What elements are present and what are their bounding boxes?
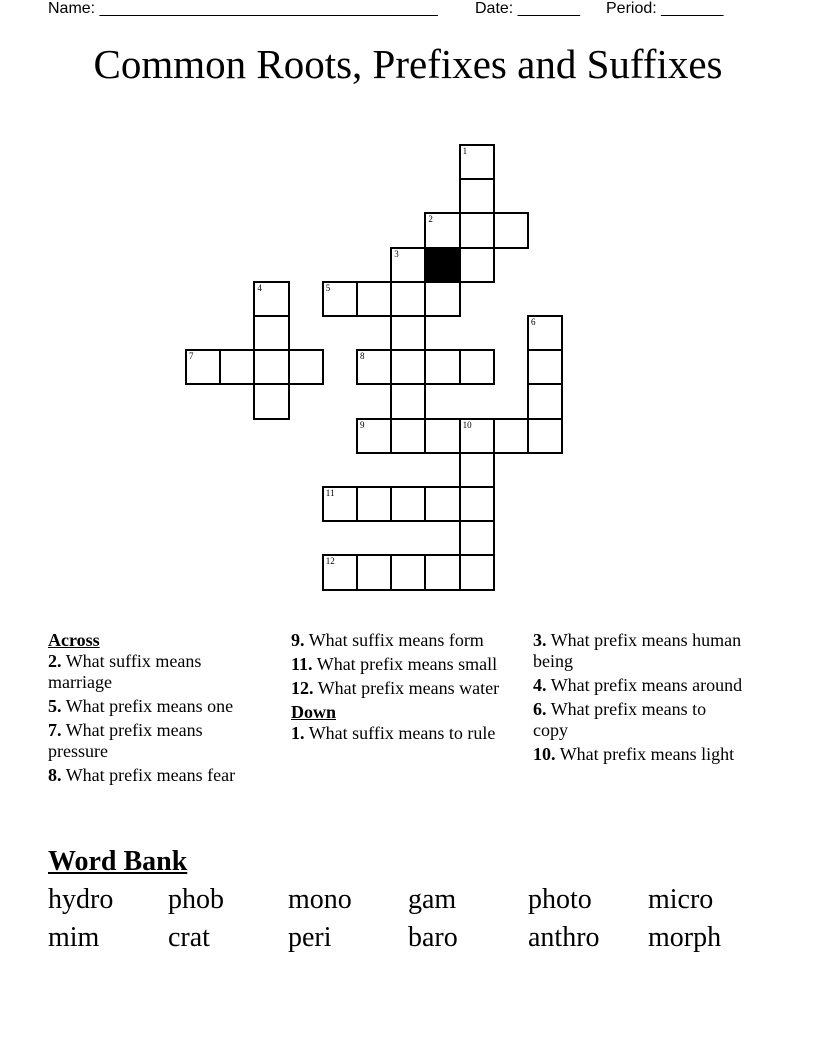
- clue-text: What prefix means pressure: [48, 720, 203, 761]
- word-bank-word: anthro: [528, 922, 600, 953]
- crossword-cell[interactable]: [390, 349, 426, 385]
- crossword-cell[interactable]: [390, 486, 426, 522]
- crossword-cell[interactable]: [459, 144, 495, 180]
- clue-across-8: [48, 765, 248, 786]
- crossword-cell[interactable]: [459, 520, 495, 556]
- clue-across-9: [291, 630, 501, 651]
- crossword-cell[interactable]: [390, 247, 426, 283]
- cell-number: 5: [325, 282, 331, 293]
- crossword-cell[interactable]: [322, 554, 358, 590]
- cell-number: 6: [531, 317, 536, 327]
- cell-number: 10: [462, 419, 472, 430]
- crossword-cell[interactable]: [527, 349, 563, 385]
- crossword-cell[interactable]: [459, 212, 495, 248]
- cell-number: 7: [189, 351, 194, 362]
- crossword-cell[interactable]: [356, 418, 392, 454]
- word-bank-word: phob: [168, 884, 224, 915]
- clue-text: What suffix means form: [308, 630, 484, 650]
- clue-across-11: [291, 654, 501, 675]
- crossword-block: [424, 247, 460, 283]
- cell-number: 12: [325, 556, 335, 567]
- crossword-cell[interactable]: [527, 418, 563, 454]
- clue-text: What prefix means light: [559, 744, 735, 764]
- crossword-cell[interactable]: [322, 281, 358, 317]
- crossword-cell[interactable]: [459, 247, 495, 283]
- crossword-cell[interactable]: [459, 452, 495, 488]
- crossword-cell[interactable]: [459, 178, 495, 214]
- cell-number: 9: [360, 419, 365, 430]
- cell-number: 8: [360, 351, 365, 362]
- clue-down-1: [291, 723, 501, 744]
- clues-column-1: [48, 630, 248, 789]
- clue-text: What prefix means one: [65, 696, 234, 716]
- crossword-cell[interactable]: [459, 486, 495, 522]
- clue-text: What prefix means to copy: [533, 699, 707, 740]
- crossword-cell[interactable]: [424, 418, 460, 454]
- date-field[interactable]: Date: _______: [475, 0, 580, 17]
- cell-number: 4: [257, 282, 262, 293]
- clue-text: What suffix means to rule: [308, 723, 496, 743]
- crossword-cell[interactable]: [527, 383, 563, 419]
- clue-down-3: [533, 630, 743, 672]
- crossword-cell[interactable]: [424, 486, 460, 522]
- word-bank-word: baro: [408, 922, 458, 953]
- clue-number: 3.: [533, 630, 547, 650]
- word-bank-word: crat: [168, 922, 210, 953]
- word-bank-word: mono: [288, 884, 352, 915]
- crossword-cell[interactable]: [424, 212, 460, 248]
- word-bank-word: hydro: [48, 884, 114, 915]
- clue-text: What prefix means fear: [65, 765, 236, 785]
- cell-number: 11: [325, 488, 335, 498]
- clue-across-12: [291, 678, 501, 699]
- clue-text: What suffix means marriage: [48, 651, 202, 692]
- clue-number: 4.: [533, 675, 547, 695]
- clue-across-5: [48, 696, 248, 717]
- word-bank-word: photo: [528, 884, 592, 915]
- clue-number: 11.: [291, 654, 313, 674]
- crossword-cell[interactable]: [459, 418, 495, 454]
- clue-text: What prefix means small: [316, 654, 498, 674]
- cell-number: 3: [394, 248, 399, 259]
- clue-down-6: [533, 699, 743, 741]
- clue-text: What prefix means human being: [533, 630, 742, 671]
- crossword-cell[interactable]: [185, 349, 221, 385]
- crossword-cell[interactable]: [288, 349, 324, 385]
- clue-number: 7.: [48, 720, 62, 740]
- clue-across-2: [48, 651, 248, 693]
- clue-text: What prefix means water: [317, 678, 500, 698]
- crossword-cell[interactable]: [527, 315, 563, 351]
- crossword-cell[interactable]: [356, 349, 392, 385]
- clues-column-2: [291, 630, 501, 747]
- clue-number: 8.: [48, 765, 62, 785]
- clue-number: 2.: [48, 651, 62, 671]
- crossword-cell[interactable]: [390, 418, 426, 454]
- crossword-cell[interactable]: [253, 349, 289, 385]
- crossword-cell[interactable]: [493, 418, 529, 454]
- word-bank-word: peri: [288, 922, 332, 953]
- clue-down-4: [533, 675, 743, 696]
- name-field[interactable]: Name: ______________________________________: [48, 0, 438, 17]
- crossword-cell[interactable]: [356, 486, 392, 522]
- crossword-cell[interactable]: [322, 486, 358, 522]
- clue-number: 6.: [533, 699, 547, 719]
- across-heading: Across: [48, 630, 100, 650]
- crossword-cell[interactable]: [219, 349, 255, 385]
- clue-number: 12.: [291, 678, 314, 698]
- clue-number: 1.: [291, 723, 305, 743]
- word-bank-word: gam: [408, 884, 457, 915]
- clue-number: 5.: [48, 696, 62, 716]
- word-bank-word: mim: [48, 922, 100, 953]
- crossword-cell[interactable]: [356, 281, 392, 317]
- clue-across-7: [48, 720, 248, 762]
- clue-down-10: [533, 744, 743, 765]
- word-bank-word: morph: [648, 922, 722, 953]
- clue-number: 9.: [291, 630, 305, 650]
- crossword-cell[interactable]: [390, 281, 426, 317]
- clue-number: 10.: [533, 744, 556, 764]
- word-bank-word: micro: [648, 884, 714, 915]
- crossword-cell[interactable]: [459, 554, 495, 590]
- crossword-cell[interactable]: [390, 383, 426, 419]
- crossword-cell[interactable]: [459, 349, 495, 385]
- period-field[interactable]: Period: _______: [606, 0, 724, 17]
- crossword-cell[interactable]: [493, 212, 529, 248]
- clues-column-3: [533, 630, 743, 768]
- crossword-cell[interactable]: [356, 554, 392, 590]
- down-heading: Down: [291, 702, 337, 722]
- crossword-cell[interactable]: [424, 554, 460, 590]
- word-bank-title: Word Bank: [48, 846, 188, 877]
- crossword-cell[interactable]: [253, 281, 289, 317]
- crossword-cell[interactable]: [253, 315, 289, 351]
- crossword-cell[interactable]: [424, 349, 460, 385]
- page-title: Common Roots, Prefixes and Suffixes: [93, 41, 723, 87]
- crossword-cell[interactable]: [424, 281, 460, 317]
- crossword-cell[interactable]: [390, 554, 426, 590]
- cell-number: 2: [428, 214, 433, 225]
- crossword-cell[interactable]: [253, 383, 289, 419]
- clue-text: What prefix means around: [550, 675, 743, 695]
- crossword-cell[interactable]: [390, 315, 426, 351]
- cell-number: 1: [462, 146, 468, 156]
- word-bank: [48, 884, 768, 954]
